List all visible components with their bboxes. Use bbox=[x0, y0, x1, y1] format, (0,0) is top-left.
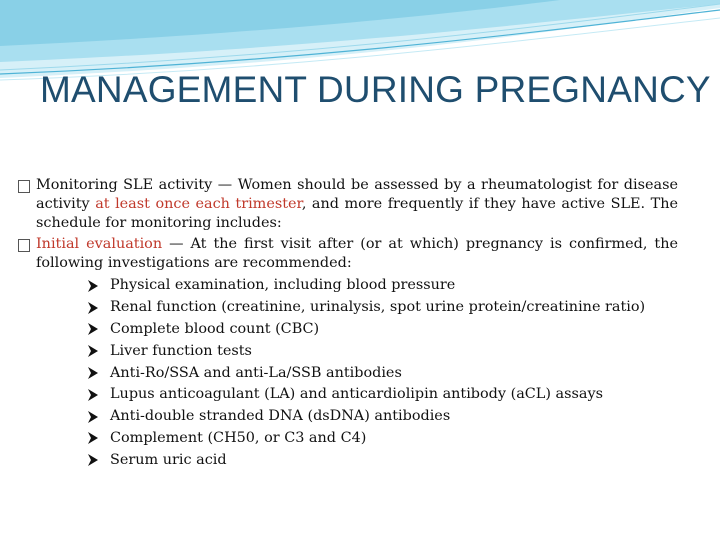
bullet-highlight: at least once each trimester bbox=[95, 196, 302, 212]
list-item bbox=[86, 275, 678, 297]
investigations-list bbox=[18, 275, 678, 471]
list-item-label: Complete blood count (CBC) bbox=[110, 320, 320, 337]
list-item bbox=[86, 428, 678, 450]
list-item bbox=[86, 449, 678, 471]
arrow-bullet-icon bbox=[86, 453, 100, 467]
list-item bbox=[86, 362, 678, 384]
bullet-text bbox=[36, 235, 678, 273]
list-item-label: Serum uric acid bbox=[110, 451, 227, 468]
list-item bbox=[86, 319, 678, 341]
list-item bbox=[86, 406, 678, 428]
arrow-bullet-icon bbox=[86, 279, 100, 293]
box-bullet-icon bbox=[18, 180, 30, 193]
arrow-bullet-icon bbox=[86, 344, 100, 358]
bullet-highlight: Initial evaluation bbox=[36, 236, 163, 252]
arrow-bullet-icon bbox=[86, 410, 100, 424]
list-item-label: Liver function tests bbox=[110, 342, 252, 359]
slide-title: MANAGEMENT DURING PREGNANCY bbox=[40, 69, 711, 110]
bullet-tail: , and more frequently if they have active SLE. The schedule for monitoring includes: bbox=[36, 196, 678, 231]
box-bullet-icon bbox=[18, 239, 30, 252]
slide-body bbox=[18, 176, 678, 471]
arrow-bullet-icon bbox=[86, 322, 100, 336]
list-item-label: Complement (CH50, or C3 and C4) bbox=[110, 429, 367, 446]
bullet-lead: Monitoring SLE activity — Women should be assessed by a rheumatologist for disease activity bbox=[36, 177, 678, 212]
list-item bbox=[86, 384, 678, 406]
arrow-bullet-icon bbox=[86, 388, 100, 402]
arrow-bullet-icon bbox=[86, 366, 100, 380]
arrow-bullet-icon bbox=[86, 301, 100, 315]
bullet-text bbox=[36, 176, 678, 233]
list-item-label: Anti-Ro/SSA and anti-La/SSB antibodies bbox=[110, 364, 402, 381]
bullet-initial-evaluation bbox=[18, 235, 678, 273]
bullet-tail: — At the first visit after (or at which) pregnancy is confirmed, the following investigations are recommended: bbox=[36, 236, 678, 271]
list-item-label: Anti-double stranded DNA (dsDNA) antibodies bbox=[110, 408, 451, 425]
list-item-label: Lupus anticoagulant (LA) and anticardiolipin antibody (aCL) assays bbox=[110, 386, 603, 403]
list-item bbox=[86, 340, 678, 362]
list-item-label: Renal function (creatinine, urinalysis, spot urine protein/creatinine ratio) bbox=[110, 299, 646, 316]
list-item-label: Physical examination, including blood pressure bbox=[110, 277, 456, 294]
arrow-bullet-icon bbox=[86, 431, 100, 445]
bullet-monitoring bbox=[18, 176, 678, 233]
list-item bbox=[86, 297, 678, 319]
